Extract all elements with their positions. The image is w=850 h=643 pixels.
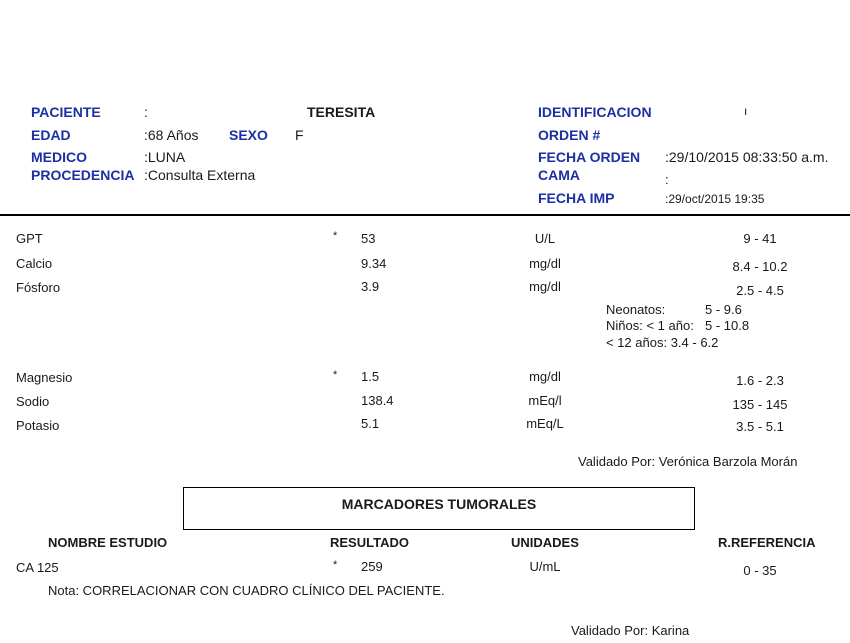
header-resultado: RESULTADO	[330, 535, 409, 550]
result-ref: 9 - 41	[743, 231, 777, 246]
result-value: 1.5	[361, 369, 380, 384]
result-ref: 2.5 - 4.5	[736, 283, 784, 298]
tumor-markers-box	[183, 487, 695, 530]
paciente-label: PACIENTE	[31, 104, 101, 120]
fecha-orden-value: :29/10/2015 08:33:50 a.m.	[665, 149, 829, 165]
tumor-markers-title: MARCADORES TUMORALES	[341, 496, 537, 512]
result-ref: 8.4 - 10.2	[732, 259, 788, 274]
tumor-row-flag: *	[333, 559, 338, 571]
identificacion-value: ı	[744, 104, 748, 118]
result-ref: 3.5 - 5.1	[736, 419, 784, 434]
result-unit: mEq/L	[526, 416, 564, 431]
orden-label: ORDEN #	[538, 127, 601, 143]
note-neonatos-label: Neonatos:	[606, 302, 666, 317]
edad-value: :68 Años	[144, 127, 199, 143]
tumor-row-unit: U/mL	[529, 559, 561, 574]
result-flag: *	[333, 230, 338, 242]
note-menores-12: < 12 años: 3.4 - 6.2	[606, 335, 719, 350]
nota-text: Nota: CORRELACIONAR CON CUADRO CLÍNICO DEL PACIENTE.	[48, 583, 445, 598]
medico-value: :LUNA	[144, 149, 186, 165]
paciente-colon: :	[144, 104, 148, 120]
result-ref: 1.6 - 2.3	[736, 373, 784, 388]
result-value: 9.34	[361, 256, 387, 271]
result-unit: mg/dl	[529, 369, 561, 384]
paciente-value: TERESITA	[307, 104, 376, 120]
result-ref: 135 - 145	[732, 397, 788, 412]
validated-by-2: Validado Por: Karina	[571, 623, 690, 638]
procedencia-value: :Consulta Externa	[144, 167, 256, 183]
result-flag: *	[333, 369, 338, 381]
result-value: 138.4	[361, 393, 394, 408]
sexo-value: F	[295, 127, 304, 143]
header-divider	[0, 214, 850, 216]
tumor-row-ref: 0 - 35	[743, 563, 777, 578]
note-ninos-label: Niños: < 1 año:	[606, 318, 694, 333]
result-value: 53	[361, 231, 376, 246]
fecha-imp-label: FECHA IMP	[538, 190, 615, 206]
header-referencia: R.REFERENCIA	[718, 535, 816, 550]
result-unit: mg/dl	[529, 279, 561, 294]
tumor-row-name: CA 125	[16, 560, 59, 575]
result-name: Magnesio	[16, 370, 73, 385]
cama-value: :	[665, 172, 669, 187]
note-neonatos-value: 5 - 9.6	[705, 302, 742, 317]
sexo-label: SEXO	[229, 127, 268, 143]
result-name: Sodio	[16, 394, 50, 409]
header-unidades: UNIDADES	[511, 535, 579, 550]
cama-label: CAMA	[538, 167, 580, 183]
identificacion-label: IDENTIFICACION	[538, 104, 652, 120]
fecha-orden-label: FECHA ORDEN	[538, 149, 641, 165]
note-ninos-value: 5 - 10.8	[705, 318, 750, 333]
edad-label: EDAD	[31, 127, 71, 143]
result-unit: U/L	[534, 231, 556, 246]
result-unit: mEq/l	[528, 393, 562, 408]
result-name: Calcio	[16, 256, 53, 271]
result-name: Potasio	[16, 418, 60, 433]
fecha-imp-value: :29/oct/2015 19:35	[665, 192, 765, 206]
result-unit: mg/dl	[529, 256, 561, 271]
result-value: 5.1	[361, 416, 380, 431]
header-nombre-estudio: NOMBRE ESTUDIO	[48, 535, 168, 550]
procedencia-label: PROCEDENCIA	[31, 167, 135, 183]
result-name: GPT	[16, 231, 43, 246]
medico-label: MEDICO	[31, 149, 87, 165]
validated-by-1: Validado Por: Verónica Barzola Morán	[578, 454, 798, 469]
tumor-row-value: 259	[361, 559, 383, 574]
result-value: 3.9	[361, 279, 380, 294]
result-name: Fósforo	[16, 280, 61, 295]
